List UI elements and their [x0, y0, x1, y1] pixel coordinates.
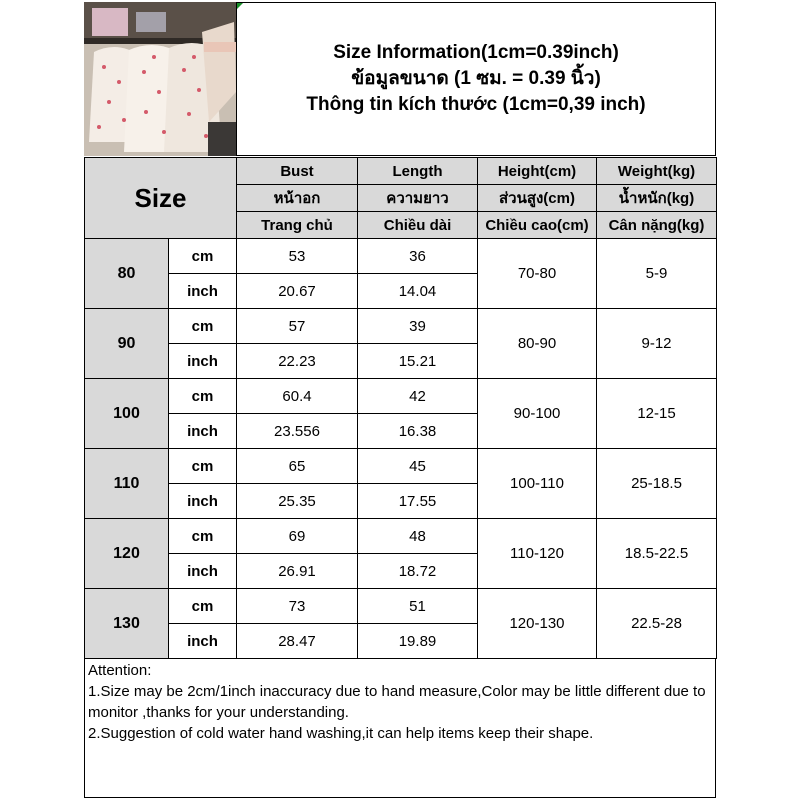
title-box [236, 2, 716, 156]
bust-inch: 25.35 [237, 484, 358, 519]
size-label: 90 [85, 309, 169, 379]
bust-cm: 57 [237, 309, 358, 344]
unit-inch: inch [169, 624, 237, 659]
unit-inch: inch [169, 554, 237, 589]
size-label: 80 [85, 239, 169, 309]
bust-inch: 22.23 [237, 344, 358, 379]
unit-inch: inch [169, 484, 237, 519]
length-inch: 18.72 [358, 554, 478, 589]
title-vietnamese: Thông tin kích thước (1cm=0,39 inch) [306, 94, 646, 115]
col-header-weight-vi: Cân nặng(kg) [597, 212, 717, 239]
length-cm: 36 [358, 239, 478, 274]
col-header-height-vi: Chiều cao(cm) [478, 212, 597, 239]
unit-cm: cm [169, 239, 237, 274]
bust-cm: 65 [237, 449, 358, 484]
height-range: 70-80 [478, 239, 597, 309]
height-range: 110-120 [478, 519, 597, 589]
size-table [84, 157, 717, 659]
table-row [85, 309, 717, 344]
size-label: 100 [85, 379, 169, 449]
length-inch: 16.38 [358, 414, 478, 449]
col-header-bust-thai: หน้าอก [237, 185, 358, 212]
bust-cm: 69 [237, 519, 358, 554]
table-row [85, 449, 717, 484]
table-row [85, 519, 717, 554]
unit-cm: cm [169, 589, 237, 624]
weight-range: 18.5-22.5 [597, 519, 717, 589]
unit-cm: cm [169, 309, 237, 344]
length-inch: 15.21 [358, 344, 478, 379]
bust-cm: 60.4 [237, 379, 358, 414]
length-cm: 48 [358, 519, 478, 554]
bust-inch: 28.47 [237, 624, 358, 659]
bust-inch: 23.556 [237, 414, 358, 449]
length-cm: 51 [358, 589, 478, 624]
length-cm: 39 [358, 309, 478, 344]
col-header-height-thai: ส่วนสูง(cm) [478, 185, 597, 212]
length-cm: 45 [358, 449, 478, 484]
col-header-height: Height(cm) [478, 158, 597, 185]
title-english: Size Information(1cm=0.39inch) [333, 42, 619, 63]
col-header-bust: Bust [237, 158, 358, 185]
height-range: 120-130 [478, 589, 597, 659]
bust-inch: 20.67 [237, 274, 358, 309]
notes-line-1: 1.Size may be 2cm/1inch inaccuracy due to hand measure,Color may be little different due to monitor ,thanks for your understanding. [88, 683, 706, 721]
size-header: Size [85, 158, 237, 239]
table-row [85, 379, 717, 414]
col-header-length-thai: ความยาว [358, 185, 478, 212]
unit-inch: inch [169, 274, 237, 309]
col-header-length: Length [358, 158, 478, 185]
height-range: 90-100 [478, 379, 597, 449]
length-inch: 14.04 [358, 274, 478, 309]
col-header-bust-vi: Trang chủ [237, 212, 358, 239]
height-range: 80-90 [478, 309, 597, 379]
size-label: 110 [85, 449, 169, 519]
notes-line-2: 2.Suggestion of cold water hand washing,it can help items keep their shape. [88, 725, 594, 742]
header [84, 2, 716, 156]
product-photo [84, 2, 236, 156]
unit-cm: cm [169, 449, 237, 484]
weight-range: 22.5-28 [597, 589, 717, 659]
height-range: 100-110 [478, 449, 597, 519]
size-label: 120 [85, 519, 169, 589]
unit-inch: inch [169, 344, 237, 379]
weight-range: 12-15 [597, 379, 717, 449]
col-header-weight-thai: น้ำหนัก(kg) [597, 185, 717, 212]
header-row-english [85, 158, 717, 185]
length-cm: 42 [358, 379, 478, 414]
table-row [85, 589, 717, 624]
unit-cm: cm [169, 379, 237, 414]
unit-inch: inch [169, 414, 237, 449]
weight-range: 5-9 [597, 239, 717, 309]
col-header-weight: Weight(kg) [597, 158, 717, 185]
notes-heading: Attention: [88, 662, 152, 679]
size-chart [84, 2, 716, 798]
bust-inch: 26.91 [237, 554, 358, 589]
attention-notes [84, 659, 716, 798]
length-inch: 19.89 [358, 624, 478, 659]
length-inch: 17.55 [358, 484, 478, 519]
size-label: 130 [85, 589, 169, 659]
unit-cm: cm [169, 519, 237, 554]
table-row [85, 239, 717, 274]
title-thai: ข้อมูลขนาด (1 ซม. = 0.39 นิ้ว) [351, 68, 601, 89]
weight-range: 9-12 [597, 309, 717, 379]
bust-cm: 53 [237, 239, 358, 274]
col-header-length-vi: Chiều dài [358, 212, 478, 239]
weight-range: 25-18.5 [597, 449, 717, 519]
product-photo-image [84, 2, 236, 156]
bust-cm: 73 [237, 589, 358, 624]
